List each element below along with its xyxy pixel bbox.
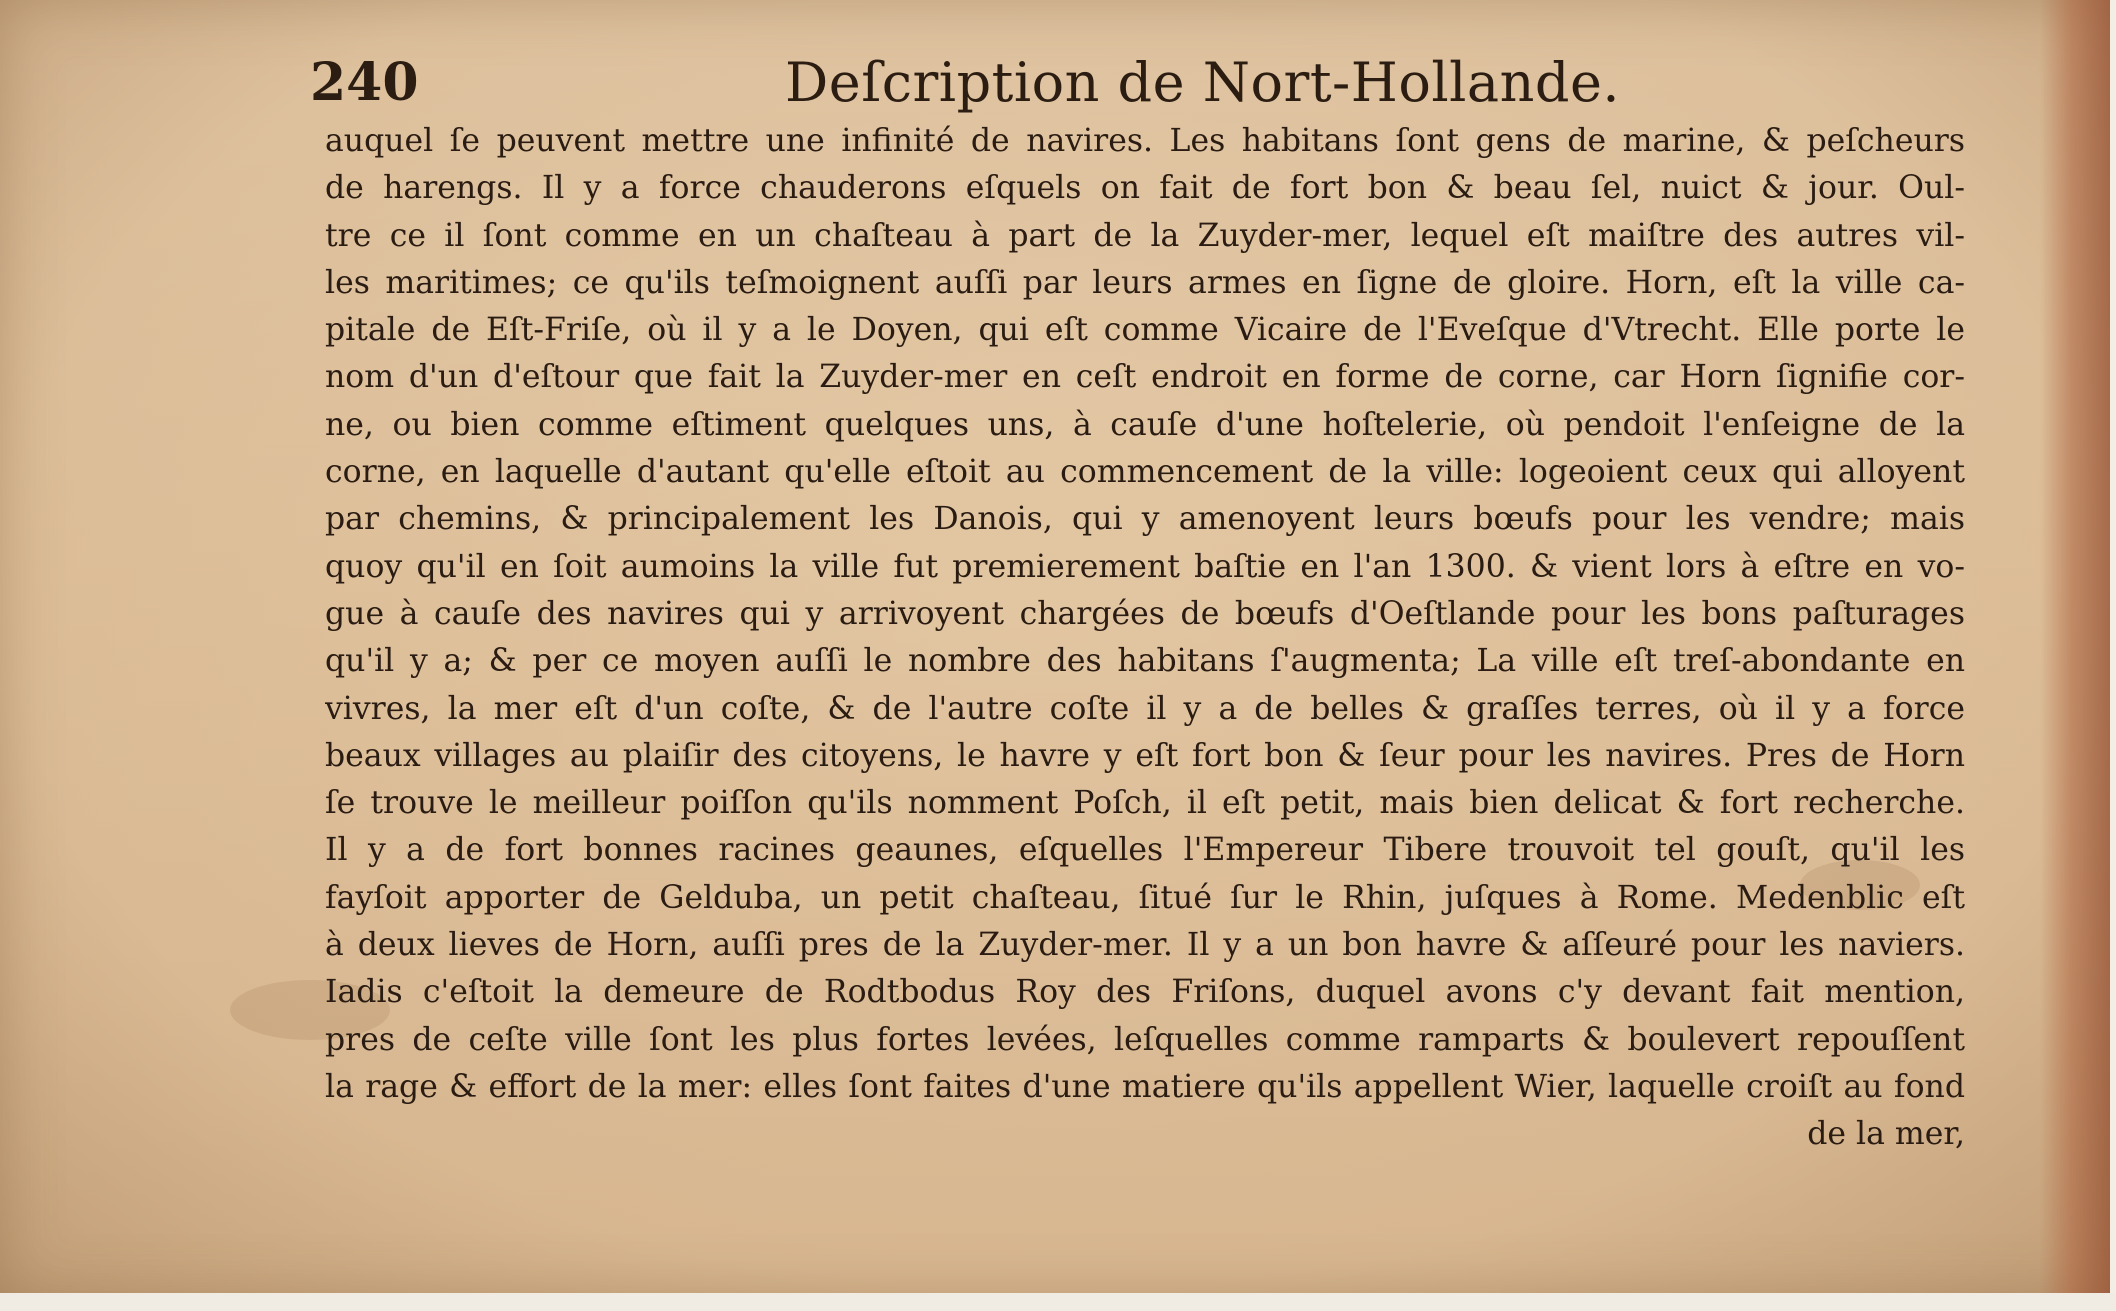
text-line: à deux lieves de Horn, auſſi pres de la Zuyder-mer. Il y a un bon havre & aſſeuré pour les naviers. <box>325 927 1965 964</box>
text-line: auquel ſe peuvent mettre une infinité de navires. Les habitans ſont gens de marine, & peſcheurs <box>325 123 1965 159</box>
page-number: 240 <box>310 52 419 113</box>
text-line: de harengs. Il y a force chauderons eſquels on fait de fort bon & beau ſel, nuict & jour. Oul- <box>325 170 1965 207</box>
text-line: qu'il y a; & per ce moyen auſſi le nombre des habitans ſ'augmenta; La ville eſt treſ-abondante en <box>325 643 1965 680</box>
text-line: ne, ou bien comme eſtiment quelques uns, à cauſe d'une hoſtelerie, où pendoit l'enſeigne de la <box>325 406 1965 443</box>
text-line: Iadis c'eſtoit la demeure de Rodtbodus Roy des Friſons, duquel avons c'y devant fait mention, <box>325 974 1965 1011</box>
text-line: corne, en laquelle d'autant qu'elle eſtoit au commencement de la ville: logeoient ceux qui alloyent <box>325 454 1965 491</box>
running-title: Deſcription de Nort-Hollande. <box>785 51 1621 114</box>
text-line: tre ce il ſont comme en un chaſteau à part de la Zuyder-mer, lequel eſt maiſtre des autres vil- <box>325 217 1965 254</box>
body-text <box>325 118 1965 1159</box>
text-line: vivres, la mer eſt d'un coſte, & de l'autre coſte il y a de belles & graſſes terres, où il y a force <box>325 690 1965 727</box>
text-line: nom d'un d'eſtour que fait la Zuyder-mer en ceſt endroit en forme de corne, car Horn ſignifie cor- <box>325 359 1965 396</box>
text-line: fayſoit apporter de Gelduba, un petit chaſteau, ſitué ſur le Rhin, juſques à Rome. Medenblic eſt <box>325 879 1965 916</box>
text-line: Il y a de fort bonnes racines geaunes, eſquelles l'Empereur Tibere trouvoit tel gouſt, qu'il les <box>325 832 1965 869</box>
text-line: gue à cauſe des navires qui y arrivoyent chargées de bœufs d'Oeſtlande pour les bons paſturages <box>325 595 1965 632</box>
text-line: la rage & effort de la mer: elles ſont faites d'une matiere qu'ils appellent Wier, laquelle croiſt au fond <box>325 1068 1965 1105</box>
text-line: les maritimes; ce qu'ils teſmoignent auſſi par leurs armes en ſigne de gloire. Horn, eſt la ville ca- <box>325 264 1965 301</box>
text-line: quoy qu'il en ſoit aumoins la ville fut premierement baſtie en l'an 1300. & vient lors à eſtre en vo- <box>325 548 1965 585</box>
text-line: pitale de Eſt-Friſe, où il y a le Doyen, qui eſt comme Vicaire de l'Eveſque d'Vtrecht. Elle porte le <box>325 312 1965 349</box>
text-line-final: de la mer, <box>1807 1116 1965 1153</box>
page-edge-shadow <box>2040 0 2110 1300</box>
scan-margin <box>0 1293 2116 1311</box>
text-line: pres de ceſte ville ſont les plus fortes levées, leſquelles comme ramparts & boulevert repouſſent <box>325 1021 1965 1058</box>
page-header <box>300 48 1980 118</box>
text-line: ſe trouve le meilleur poiſſon qu'ils nomment Poſch, il eſt petit, mais bien delicat & fort recherche. <box>325 785 1965 822</box>
text-line: beaux villages au plaiſir des citoyens, le havre y eſt fort bon & ſeur pour les navires. Pres de Horn <box>325 737 1965 774</box>
text-line: par chemins, & principalement les Danois, qui y amenoyent leurs bœufs pour les vendre; mais <box>325 501 1965 538</box>
